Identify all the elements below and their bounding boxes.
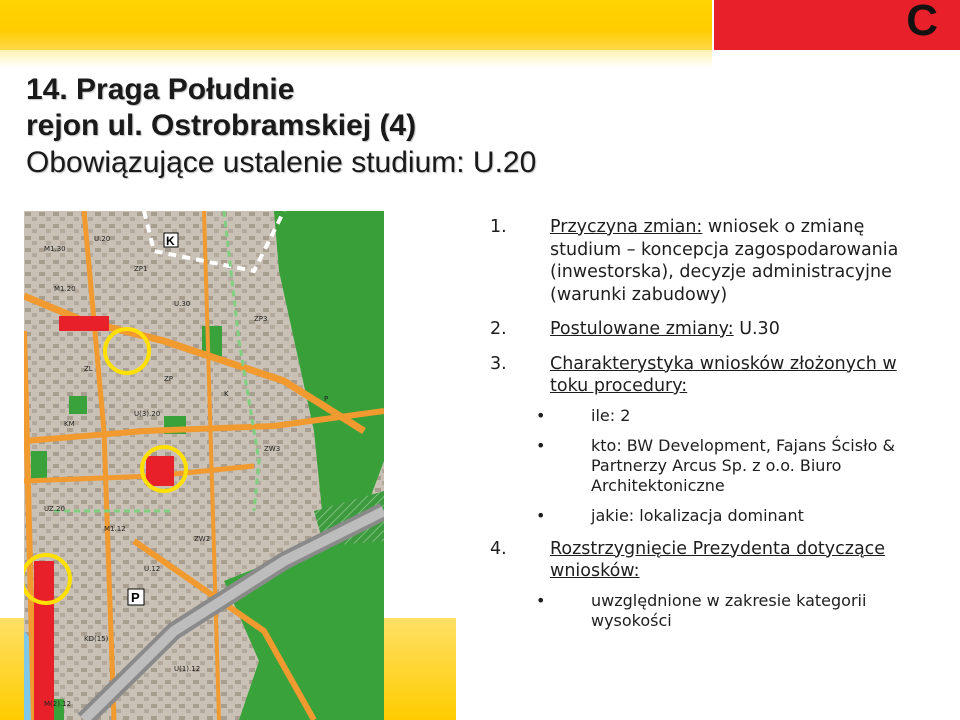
map-zone-label: KM — [64, 420, 75, 428]
bullet-text: uwzględnione w zakresie kategorii wysokości — [591, 590, 867, 630]
map-sign-k: K — [166, 234, 175, 248]
item-3-number: 3. — [490, 353, 507, 374]
map-red-zone-3 — [34, 561, 54, 720]
bullet-icon: • — [536, 405, 546, 425]
map-red-zone-2 — [146, 456, 174, 486]
study-map-svg — [24, 211, 384, 720]
item-4-number: 4. — [490, 538, 507, 559]
title-line-3: Obowiązujące ustalenie studium: U.20 — [26, 146, 537, 179]
section-badge — [714, 0, 960, 50]
map-zone-label: M1.12 — [104, 525, 126, 533]
bullet-text: jakie: lokalizacja dominant — [591, 505, 804, 525]
map-zone-label: UZ.20 — [44, 505, 65, 513]
map-zone-label: ZP — [164, 375, 174, 383]
title-line-2: rejon ul. Ostrobramskiej (4) — [26, 109, 417, 142]
map-zone-label: U.30 — [174, 300, 191, 308]
map-zone-label: M1.20 — [54, 285, 76, 293]
footer-band-right — [384, 618, 456, 720]
bullet-icon: • — [536, 590, 546, 610]
slide-content — [490, 216, 930, 643]
list-item — [490, 436, 930, 496]
item-1-label: Przyczyna zmian: — [550, 217, 703, 237]
map-green-park-3 — [31, 451, 47, 479]
map-zone-label: P — [324, 395, 329, 403]
item-3-label: Charakterystyka wniosków złożonych w toku procedury: — [550, 353, 897, 396]
item-1 — [490, 216, 930, 306]
bullet-text: kto: BW Development, Fajans Ścisło & Partnerzy Arcus Sp. z o.o. Biuro Architektoniczne — [591, 435, 895, 495]
item-4-bullets — [536, 590, 930, 631]
map-zone-label: U(3).20 — [134, 410, 161, 418]
item-2 — [490, 318, 930, 341]
map-zone-label: ZP3 — [254, 315, 268, 323]
list-item — [490, 406, 930, 426]
item-4 — [490, 538, 930, 631]
list-item — [490, 591, 930, 631]
item-1-text: wniosek o zmianę studium – koncepcja zagospodarowania (inwestorska), decyzje administracyjne (warunki zabudowy) — [550, 217, 899, 305]
map-zone-label: K — [224, 390, 229, 398]
item-2-label: Postulowane zmiany: — [550, 319, 734, 339]
map-zone-label: U(1).12 — [174, 665, 201, 673]
study-map — [24, 211, 384, 720]
map-zone-label: U.12 — [144, 565, 161, 573]
slide-title — [26, 72, 706, 182]
item-2-number: 2. — [490, 319, 507, 339]
bullet-icon: • — [536, 505, 546, 525]
header-band-fade — [0, 50, 712, 68]
item-1-number: 1. — [490, 217, 507, 237]
map-zone-label: ZW2 — [194, 535, 211, 543]
footer-band-left — [0, 618, 24, 720]
list-item — [490, 506, 930, 526]
map-green-park-2 — [69, 396, 87, 414]
map-zone-label: ZW3 — [264, 445, 281, 453]
map-zone-label: M1.30 — [44, 245, 66, 253]
item-3-bullets — [536, 405, 930, 526]
map-zone-label: KD(15) — [84, 635, 109, 643]
item-4-label: Rozstrzygnięcie Prezydenta dotyczące wniosków: — [550, 538, 886, 581]
header-yellow-band — [0, 0, 712, 50]
title-line-1: 14. Praga Południe — [26, 73, 295, 106]
item-2-text: U.30 — [733, 319, 780, 339]
section-badge-letter: C — [906, 0, 938, 45]
map-zone-label: ZP1 — [134, 265, 148, 273]
map-zone-label: ZL — [84, 365, 93, 373]
map-zone-label: M(2).12 — [44, 700, 72, 708]
item-3 — [490, 353, 930, 526]
map-sign-p: P — [131, 590, 140, 605]
bullet-icon: • — [536, 435, 546, 455]
map-zone-label: U.20 — [94, 235, 111, 243]
map-red-zone-1 — [59, 316, 109, 331]
bullet-text: ile: 2 — [591, 405, 631, 425]
